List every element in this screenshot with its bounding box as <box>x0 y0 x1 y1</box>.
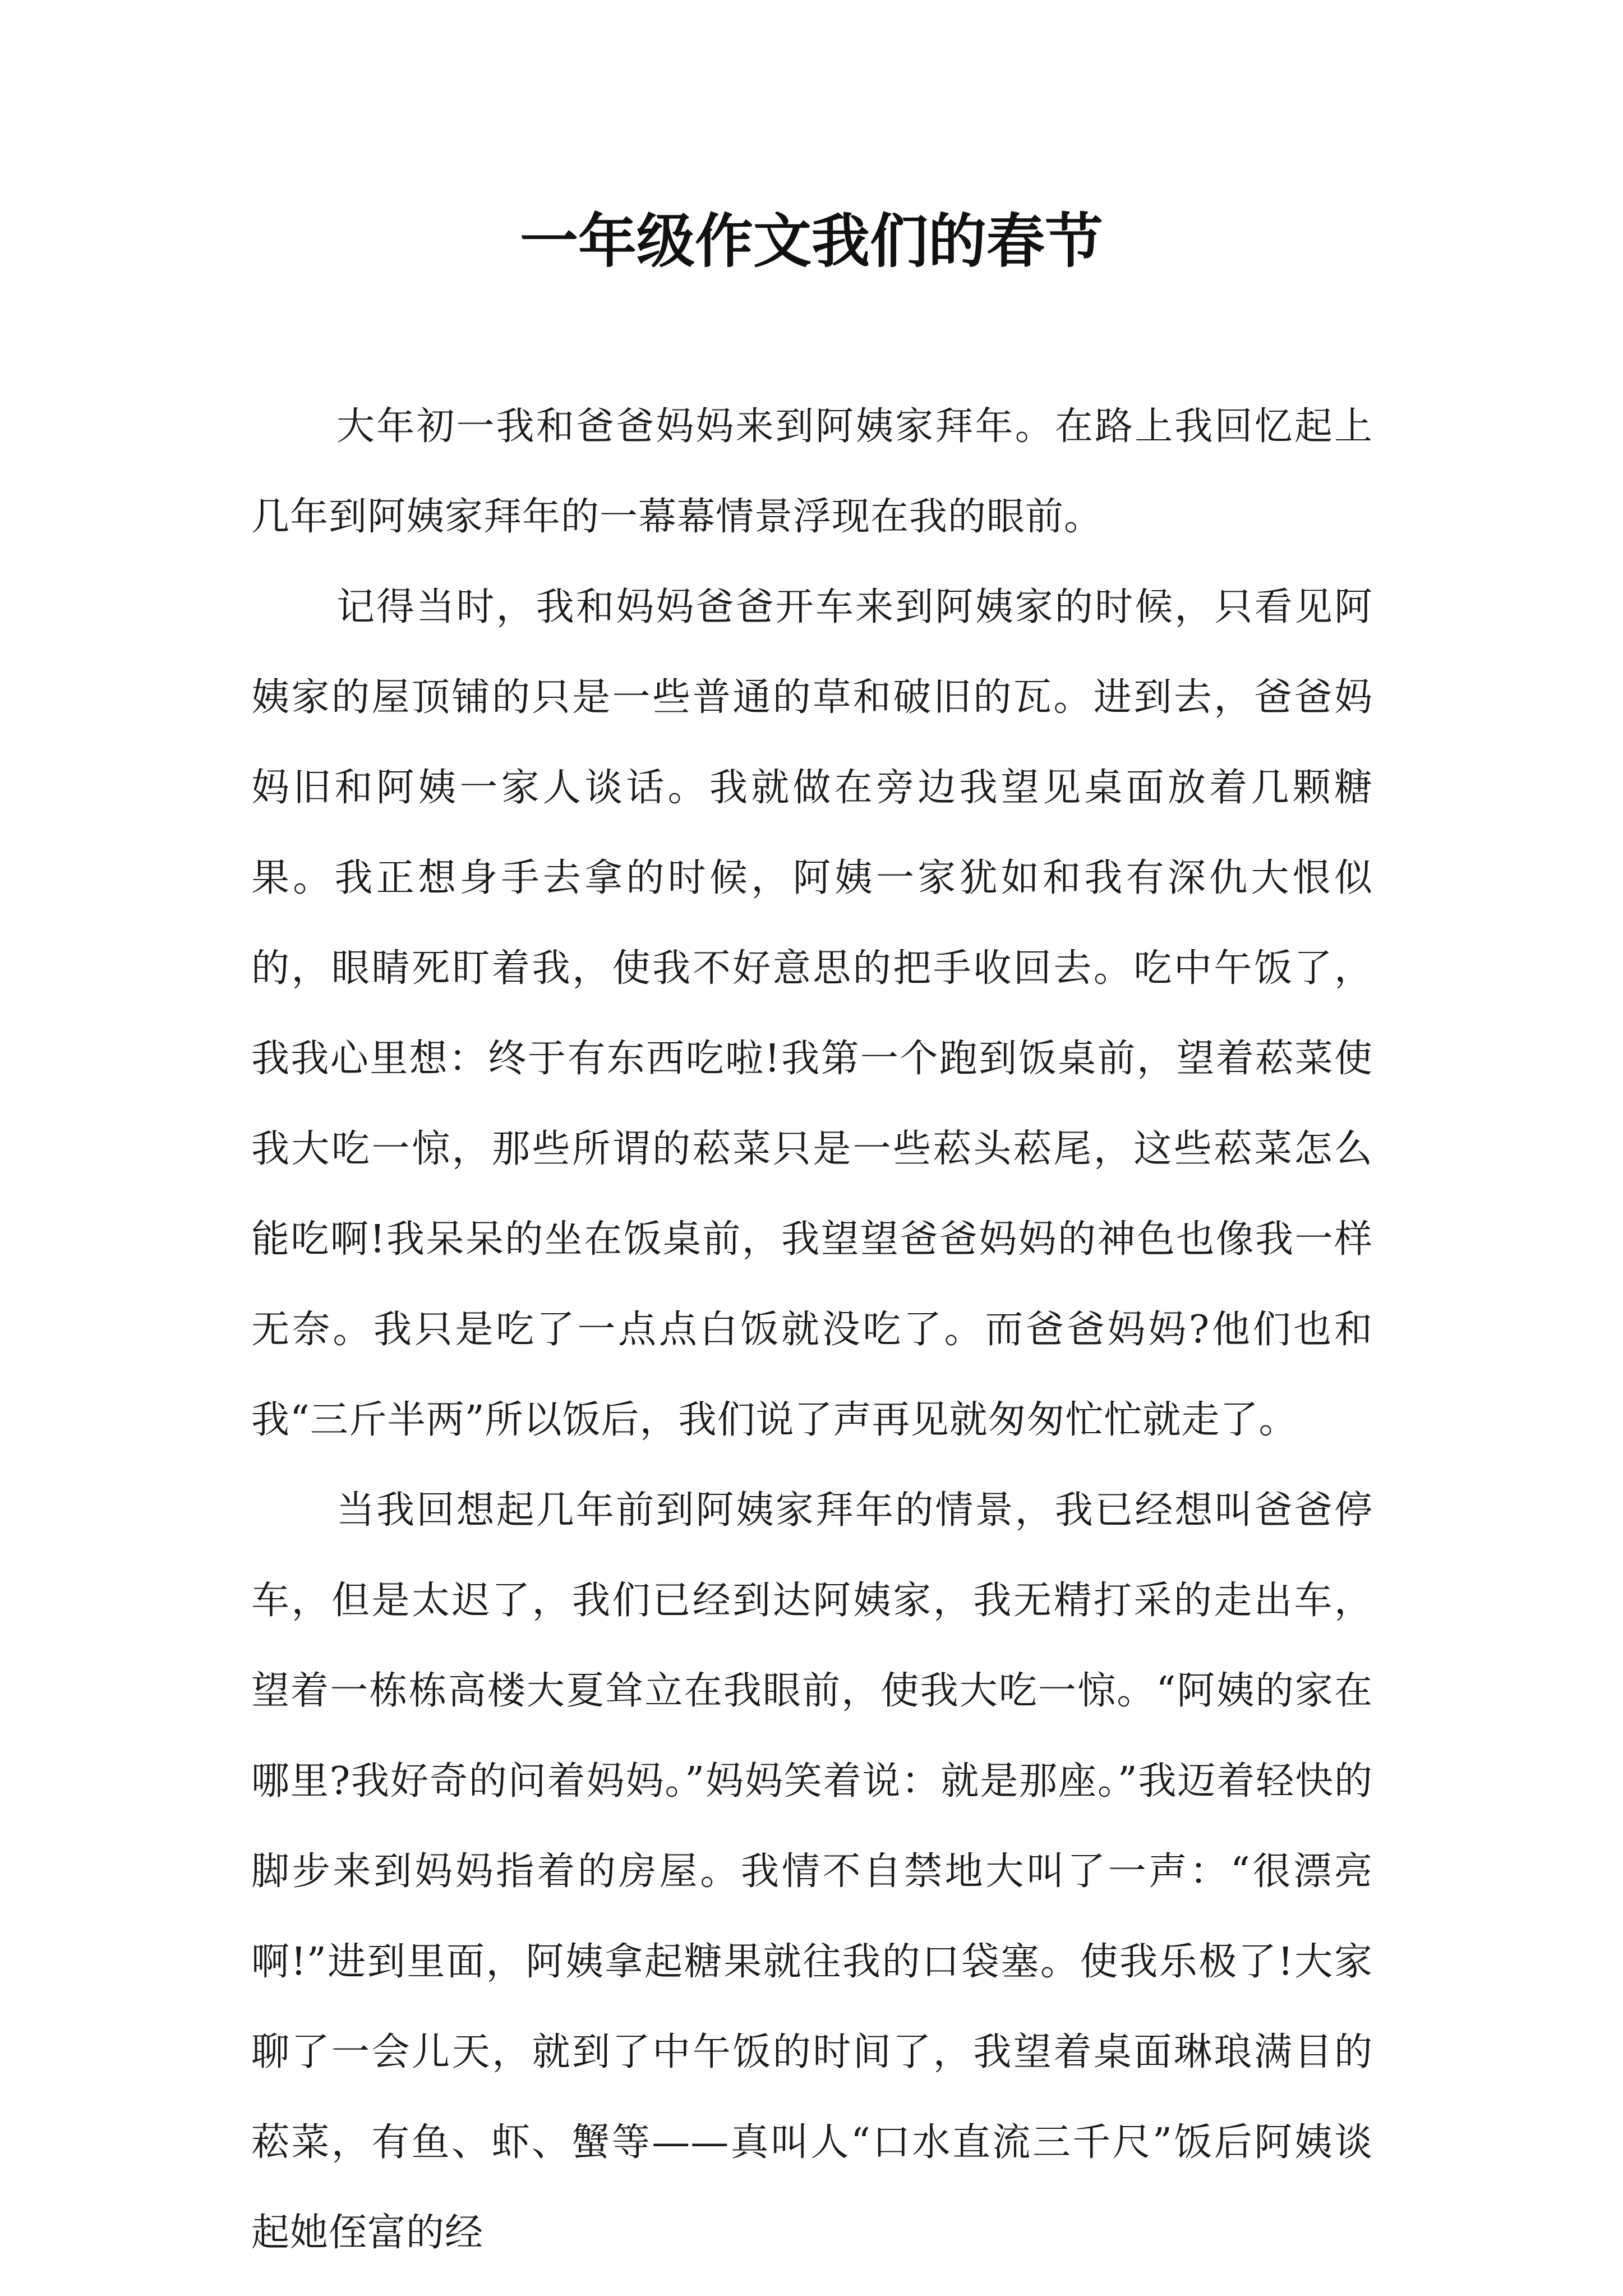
paragraph-2: 记得当时，我和妈妈爸爸开车来到阿姨家的时候，只看见阿姨家的屋顶铺的只是一些普通的草和破旧的瓦。进到去，爸爸妈妈旧和阿姨一家人谈话。我就做在旁边我望见桌面放着几颗糖果。我正想身手去拿的时候，阿姨一家犹如和我有深仇大恨似的，眼睛死盯着我，使我不好意思的把手收回去。吃中午饭了，我我心里想：终于有东西吃啦!我第一个跑到饭桌前，望着菘菜使我大吃一惊，那些所谓的菘菜只是一些菘头菘尾，这些菘菜怎么能吃啊!我呆呆的坐在饭桌前，我望望爸爸妈妈的神色也像我一样无奈。我只是吃了一点点白饭就没吃了。而爸爸妈妈?他们也和我“三斤半两”所以饭后，我们说了声再见就匆匆忙忙就走了。 <box>251 585 1373 1442</box>
document-title: 一年级作文我们的春节 <box>519 206 1103 275</box>
paragraph-1: 大年初一我和爸爸妈妈来到阿姨家拜年。在路上我回忆起上几年到阿姨家拜年的一幕幕情景浮现在我的眼前。 <box>251 404 1373 539</box>
paragraph-3: 当我回想起几年前到阿姨家拜年的情景，我已经想叫爸爸停车，但是太迟了，我们已经到达阿姨家，我无精打采的走出车，望着一栋栋高楼大夏耸立在我眼前，使我大吃一惊。“阿姨的家在哪里?我好奇的问着妈妈。”妈妈笑着说：就是那座。”我迈着轻快的脚步来到妈妈指着的房屋。我情不自禁地大叫了一声：“很漂亮啊!”进到里面，阿姨拿起糖果就往我的口袋塞。使我乐极了!大家聊了一会儿天，就到了中午饭的时间了，我望着桌面琳琅满目的菘菜，有鱼、虾、蟹等——真叫人“口水直流三千尺”饭后阿姨谈起她侄富的经 <box>251 1488 1373 2255</box>
document-body <box>251 381 1373 2278</box>
